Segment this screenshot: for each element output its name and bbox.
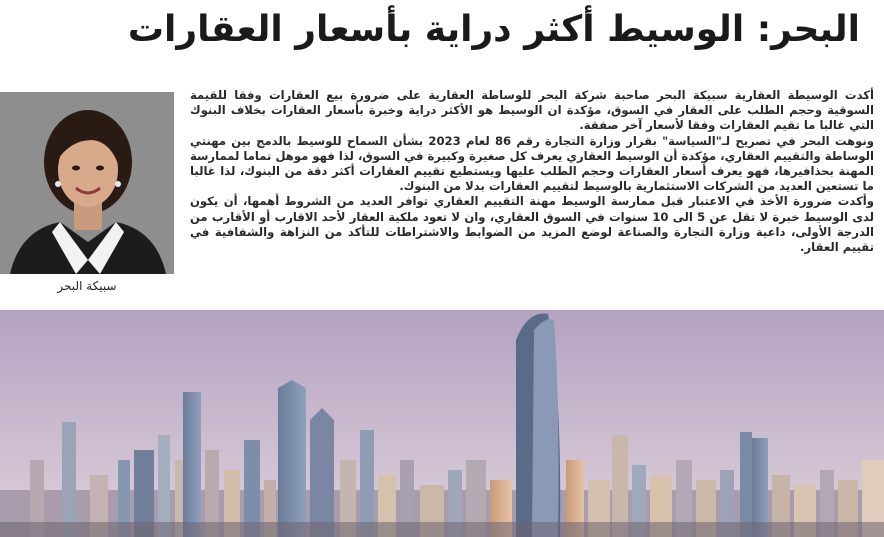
skyline-illustration <box>0 310 884 537</box>
photo-caption: سبيكة البحر <box>57 279 117 293</box>
article-paragraph-2: ونوهت البحر في تصريح لـ"السياسة" بقرار وزارة التجارة رقم 86 لعام 2023 بشأن السماح للوسيط بالدمج بين مهنتي الوساطة والتقييم العقاري، مؤكدة أن الوسيط العقاري يعرف كل صغيرة وكبيرة في السوق، لذا فهو موهل تماما لممارسة المهنة بحذافيرها، فهو يعرف أسعار العقارات وحجم الطلب عليها ويستطيع تقييم العقارات أكثر دقة من البنوك، لذا غالبا ما تستعين العديد من الشركات الاستثمارية بالوسيط لتقييم العقارات بدلا من البنوك. <box>190 133 874 194</box>
headline: البحر: الوسيط أكثر دراية بأسعار العقارات <box>127 9 860 50</box>
city-skyline-photo <box>0 310 884 537</box>
portrait-illustration <box>0 92 174 274</box>
article-body <box>190 88 874 255</box>
portrait-photo <box>0 92 174 274</box>
article-paragraph-1: أكدت الوسيطة العقارية سبيكة البحر صاحبة شركة البحر للوساطة العقارية على ضرورة بيع العقارات وفقا للقيمة السوقية وحجم الطلب على العقار في السوق، مؤكدة ان الوسيط هو الأكثر دراية وخبرة بأسعار العقارات بخلاف البنوك التي غالبا ما تقيم العقارات وفقا لأسعار آخر صفقة. <box>190 88 874 133</box>
article-paragraph-3: وأكدت ضرورة الأخذ في الاعتبار قبل ممارسة الوسيط مهنة التقييم العقاري توافر العديد من الشروط أهمها، أن يكون لدى الوسيط خبرة لا تقل عن 5 الى 10 سنوات في السوق العقاري، وان لا تعود ملكية العقار لأحد الاقارب أو الأقارب من الدرجة الأولى، داعية وزارة التجارة والصناعة لوضع المزيد من الضوابط والاشتراطات للتأكد من النزاهة والشفافية في تقييم العقار. <box>190 194 875 255</box>
